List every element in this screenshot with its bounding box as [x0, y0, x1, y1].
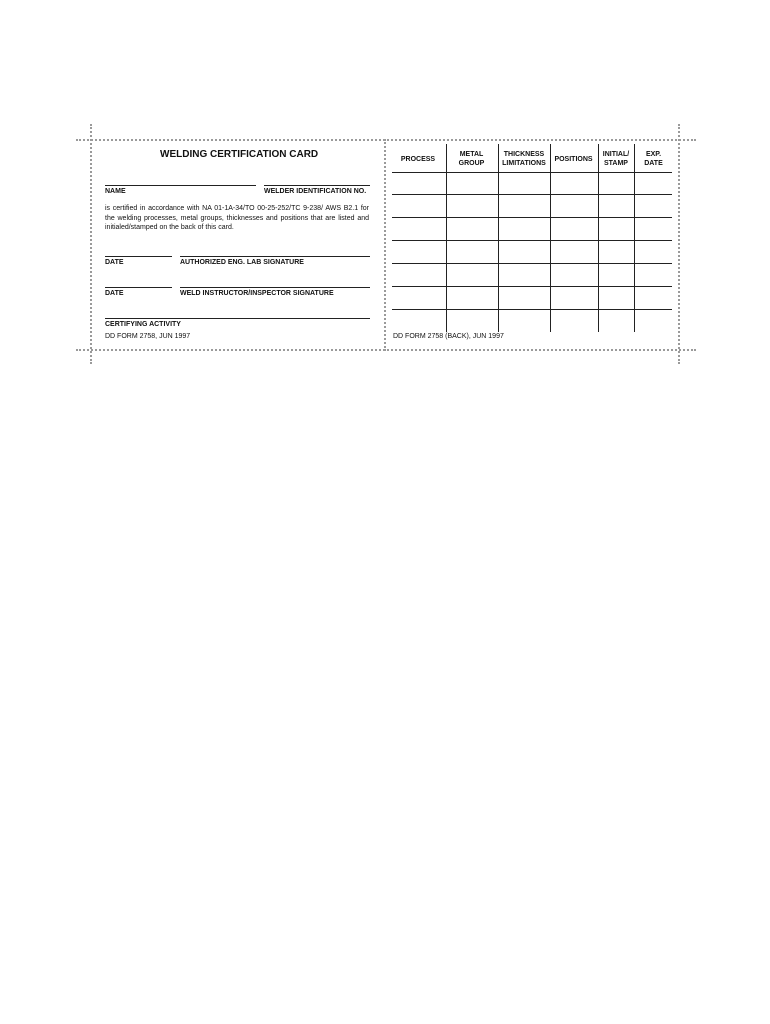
col-header-thickness-line1: THICKNESS [503, 151, 545, 158]
instructor-signature-label: WELD INSTRUCTOR/INSPECTOR SIGNATURE [180, 290, 334, 297]
table-row-line [392, 217, 672, 218]
certifying-activity-line [105, 318, 370, 319]
col-header-process [392, 144, 444, 174]
cut-line-top [76, 139, 696, 141]
table-row-line [392, 263, 672, 264]
col-header-positions [550, 144, 597, 174]
col-header-exp-date [635, 144, 672, 174]
certification-text: is certified in accordance with NA 01-1A-34/TO 00-25-252/TC 9-238/ AWS B2.1 for the welding processes, metal groups, thicknesses and positions that are listed and initialed/stamped on the back of this card. [105, 205, 369, 231]
back-form-number: DD FORM 2758 (BACK), JUN 1997 [393, 333, 504, 340]
lab-signature-label: AUTHORIZED ENG. LAB SIGNATURE [180, 259, 304, 266]
welding-certification-card [80, 124, 696, 364]
col-header-metal-group-line2: GROUP [458, 160, 485, 167]
table-column-line [446, 144, 447, 332]
cut-line-center [384, 139, 386, 351]
table-column-line [498, 144, 499, 332]
col-header-positions-text: POSITIONS [554, 155, 593, 163]
table-row-line [392, 194, 672, 195]
table-column-line [634, 144, 635, 332]
table-row-line [392, 286, 672, 287]
date-line-2 [105, 287, 172, 288]
lab-signature-line [180, 256, 370, 257]
col-header-metal-group [446, 144, 497, 174]
welder-id-label: WELDER IDENTIFICATION NO. [264, 188, 367, 195]
table-row-line [392, 240, 672, 241]
certifying-activity-label: CERTIFYING ACTIVITY [105, 321, 181, 328]
welder-id-line [264, 185, 370, 186]
col-header-exp-date-line1: EXP. [645, 151, 662, 158]
cut-line-left [90, 124, 92, 364]
date-label-2: DATE [105, 290, 124, 297]
col-header-metal-group-line1: METAL [459, 151, 484, 158]
col-header-initial-line1: INITIAL/ [602, 151, 630, 158]
col-header-initial-line2: STAMP [604, 160, 628, 167]
table-column-line [550, 144, 551, 332]
col-header-thickness-line2: LIMITATIONS [502, 160, 546, 167]
col-header-exp-date-line2: DATE [644, 160, 663, 167]
name-line [105, 185, 256, 186]
instructor-signature-line [180, 287, 370, 288]
table-column-line [598, 144, 599, 332]
date-line-1 [105, 256, 172, 257]
col-header-thickness [498, 144, 550, 174]
card-title: WELDING CERTIFICATION CARD [160, 149, 319, 160]
front-form-number: DD FORM 2758, JUN 1997 [105, 333, 191, 340]
cut-line-bottom [76, 349, 696, 351]
date-label-1: DATE [105, 259, 124, 266]
name-label: NAME [105, 188, 126, 195]
cut-line-right [678, 124, 680, 364]
col-header-initial-stamp [598, 144, 634, 174]
table-row-line [392, 309, 672, 310]
table-header-underline [392, 172, 672, 173]
col-header-process-text: PROCESS [400, 155, 436, 163]
